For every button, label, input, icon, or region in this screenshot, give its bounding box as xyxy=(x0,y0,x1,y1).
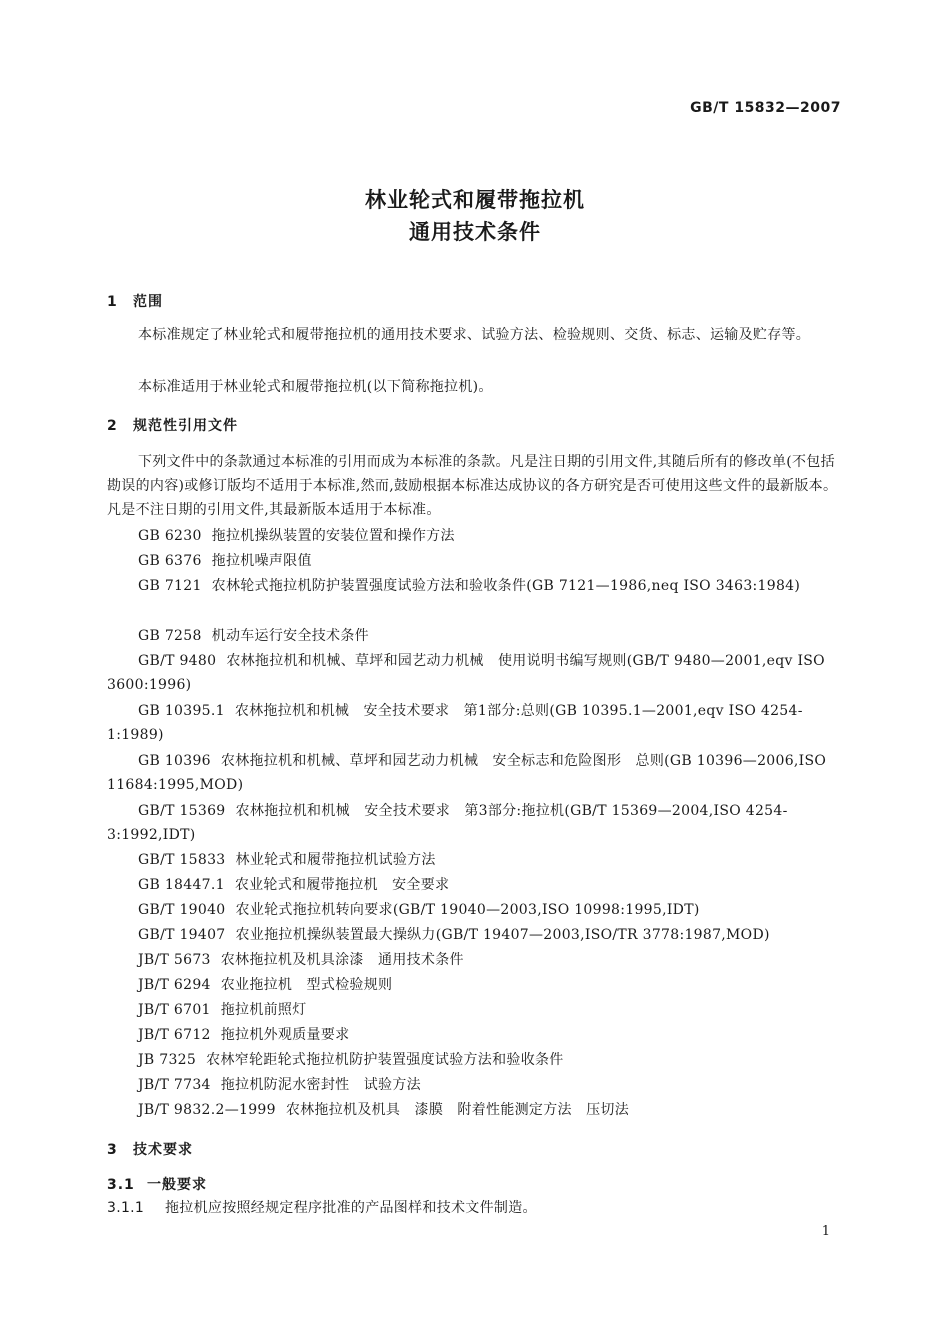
reference-item xyxy=(107,799,843,847)
reference-code: JB 7325 xyxy=(138,1052,197,1068)
reference-title: 农业轮式和履带拖拉机 安全要求 xyxy=(234,877,450,893)
reference-item xyxy=(107,848,843,872)
subsection-number: 3.1 xyxy=(107,1177,135,1193)
reference-title: 拖拉机前照灯 xyxy=(220,1002,307,1018)
reference-title: 农林拖拉机及机具涂漆 通用技术条件 xyxy=(220,952,464,968)
reference-code: GB/T 15369 xyxy=(138,803,226,819)
reference-item xyxy=(107,998,843,1022)
reference-title: 拖拉机外观质量要求 xyxy=(220,1027,350,1043)
page-number: 1 xyxy=(821,1224,830,1239)
reference-item xyxy=(107,649,843,697)
reference-title: 拖拉机操纵装置的安装位置和操作方法 xyxy=(211,528,455,544)
section-1-paragraph-2: 本标准适用于林业轮式和履带拖拉机(以下简称拖拉机)。 xyxy=(138,379,493,395)
reference-code: JB/T 7734 xyxy=(138,1077,211,1093)
section-number: 1 xyxy=(107,294,118,310)
clause-text: 拖拉机应按照经规定程序批准的产品图样和技术文件制造。 xyxy=(165,1200,537,1216)
reference-item xyxy=(107,699,843,747)
reference-title: 农林窄轮距轮式拖拉机防护装置强度试验方法和验收条件 xyxy=(206,1052,564,1068)
section-number: 2 xyxy=(107,418,118,434)
reference-code: JB/T 9832.2—1999 xyxy=(138,1102,276,1118)
reference-item xyxy=(107,898,843,922)
reference-item xyxy=(107,1073,843,1097)
section-2-paragraph: 下列文件中的条款通过本标准的引用而成为本标准的条款。凡是注日期的引用文件,其随后所有的修改单(不包括勘误的内容)或修订版均不适用于本标准,然而,鼓励根据本标准达成协议的各方研究是否可使用这些文件的最新版本。凡是不注日期的引用文件,其最新版本适用于本标准。 xyxy=(107,454,838,518)
section-1-paragraph-1: 本标准规定了林业轮式和履带拖拉机的通用技术要求、试验方法、检验规则、交货、标志、运输及贮存等。 xyxy=(138,327,811,343)
reference-title: 拖拉机防泥水密封性 试验方法 xyxy=(220,1077,421,1093)
reference-title: 农林拖拉机和机械、草坪和园艺动力机械 使用说明书编写规则(GB/T 9480—2001,eqv ISO 3600:1996) xyxy=(107,653,825,693)
reference-item xyxy=(107,749,843,797)
subsection-3-1-heading xyxy=(107,1174,207,1194)
reference-code: JB/T 5673 xyxy=(138,952,211,968)
reference-code: JB/T 6294 xyxy=(138,977,211,993)
reference-item xyxy=(107,524,843,548)
reference-code: GB 6230 xyxy=(138,528,202,544)
reference-code: GB 10395.1 xyxy=(138,703,225,719)
reference-code: GB 7258 xyxy=(138,628,202,644)
section-3-heading xyxy=(107,1139,193,1159)
reference-code: JB/T 6701 xyxy=(138,1002,211,1018)
reference-item xyxy=(107,1023,843,1047)
reference-item xyxy=(107,624,843,648)
reference-code: GB/T 19407 xyxy=(138,927,226,943)
reference-code: GB 10396 xyxy=(138,753,211,769)
reference-code: GB 18447.1 xyxy=(138,877,225,893)
reference-code: JB/T 6712 xyxy=(138,1027,211,1043)
reference-title: 农业拖拉机操纵装置最大操纵力(GB/T 19407—2003,ISO/TR 3778:1987,MOD) xyxy=(235,927,770,943)
reference-title: 农林轮式拖拉机防护装置强度试验方法和验收条件(GB 7121—1986,neq ISO 3463:1984) xyxy=(211,578,801,594)
reference-code: GB 6376 xyxy=(138,553,202,569)
reference-code: GB/T 15833 xyxy=(138,852,226,868)
reference-item xyxy=(107,549,843,573)
reference-code: GB 7121 xyxy=(138,578,202,594)
section-title: 范围 xyxy=(133,294,163,310)
reference-title: 农林拖拉机和机械 安全技术要求 第1部分:总则(GB 10395.1—2001,eqv ISO 4254-1:1989) xyxy=(107,703,803,743)
clause-3-1-1 xyxy=(107,1196,843,1220)
section-1-heading xyxy=(107,291,163,311)
section-2-heading xyxy=(107,415,238,435)
doc-title-line1: 林业轮式和履带拖拉机 xyxy=(365,188,585,212)
reference-title: 林业轮式和履带拖拉机试验方法 xyxy=(235,852,436,868)
reference-item xyxy=(107,1048,843,1072)
reference-item xyxy=(107,873,843,897)
reference-title: 农林拖拉机及机具 漆膜 附着性能测定方法 压切法 xyxy=(285,1102,630,1118)
section-title: 技术要求 xyxy=(133,1142,193,1158)
section-number: 3 xyxy=(107,1142,118,1158)
reference-item xyxy=(107,1098,843,1122)
section-title: 规范性引用文件 xyxy=(133,418,238,434)
clause-number: 3.1.1 xyxy=(107,1200,145,1216)
reference-code: GB/T 9480 xyxy=(138,653,217,669)
reference-item xyxy=(107,948,843,972)
reference-title: 机动车运行安全技术条件 xyxy=(211,628,369,644)
reference-item xyxy=(107,923,843,947)
reference-title: 拖拉机噪声限值 xyxy=(211,553,312,569)
doc-title-line2: 通用技术条件 xyxy=(409,220,541,244)
reference-item xyxy=(107,973,843,997)
standard-code: GB/T 15832—2007 xyxy=(690,100,841,116)
subsection-title: 一般要求 xyxy=(147,1177,207,1193)
reference-title: 农业轮式拖拉机转向要求(GB/T 19040—2003,ISO 10998:1995,IDT) xyxy=(235,902,700,918)
reference-code: GB/T 19040 xyxy=(138,902,226,918)
reference-title: 农业拖拉机 型式检验规则 xyxy=(220,977,393,993)
reference-item xyxy=(107,574,843,598)
reference-title: 农林拖拉机和机械 安全技术要求 第3部分:拖拉机(GB/T 15369—2004,ISO 4254-3:1992,IDT) xyxy=(107,803,788,843)
reference-title: 农林拖拉机和机械、草坪和园艺动力机械 安全标志和危险图形 总则(GB 10396—2006,ISO 11684:1995,MOD) xyxy=(107,753,827,793)
